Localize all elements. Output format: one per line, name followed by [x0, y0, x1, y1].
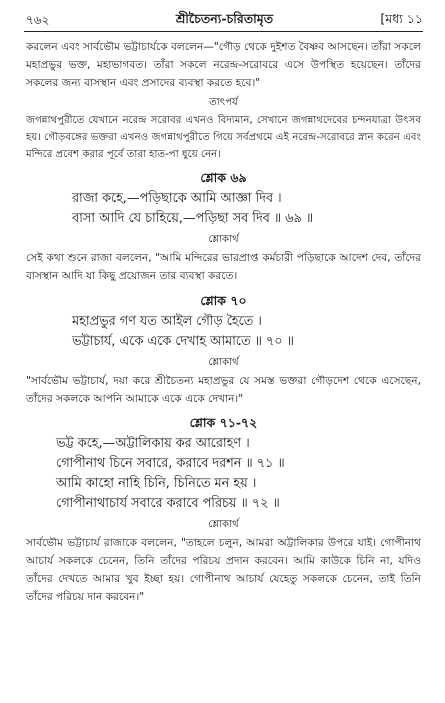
verse-70-translation-heading: শ্লোকার্থ	[208, 356, 239, 368]
verse-69-text	[26, 189, 421, 229]
verse-71-line-2: গোপীনাথ চিনে সবারে, করাবে দরশন ॥ ৭১ ॥	[56, 456, 285, 472]
verse-71-72-translation-heading: শ্লোকার্থ	[208, 519, 239, 531]
verse-71-72-text	[26, 434, 421, 514]
verse-72-line-2: গোপীনাথাচার্য সবারে করাবে পরিচয় ॥ ৭২ ॥	[56, 496, 280, 512]
verse-70-line-2: ভট্টাচার্য, একে একে দেখাহ আমাতে ॥ ৭০ ॥	[72, 333, 294, 349]
verse-70-line-1: মহাপ্রভুর গণ যত আইল গৌড় হৈতে ।	[72, 313, 262, 329]
page-header	[26, 8, 423, 30]
verse-71-72-translation: সার্বভৌম ভট্টাচার্য রাজাকে বললেন, "তাহলে চলুন, আমরা অট্টালিকার উপরে যাই। গোপীনাথ আচার্য সকলকে চেনেন, তিনি তাঁদের পরিচয় প্রদান করবেন। আমি কাউকে চিনি না, যদিও তাঁদের দেখতে আমার খুব ইচ্ছা হয়। গোপীনাথ আচার্য যেহেতু সকলকে চেনেন, তাই তিনি তাঁদের পরিচয় দান করবেন।"	[26, 537, 421, 603]
verse-71-72-heading: শ্লোক ৭১-৭২	[189, 415, 258, 431]
verse-72-line-1: আমি কাহো নাহি চিনি, চিনিতে মন হয় ।	[56, 476, 257, 492]
chapter-label: [মধ্য ১১	[380, 11, 423, 26]
book-title: শ্রীচৈতন্য-চরিতামৃত	[175, 11, 274, 26]
verse-69-line-2: বাসা আদি যে চাহিয়ে,—পড়িছা সব দিব ॥ ৬৯ ॥	[72, 211, 314, 227]
page-number: ৭৬২	[26, 13, 50, 27]
verse-70-text	[26, 312, 421, 352]
purport-text: জগন্নাথপুরীতে যেখানে নরেন্দ্র সরোবর এখনও বিদ্যমান, সেখানে জগন্নাথদেবের চন্দনযাত্রা উৎসব হয়। গৌড়বঙ্গের ভক্তরা এখনও জগন্নাথপুরীতে গিয়ে সর্বপ্রথমে এই নরেন্দ্র-সরোবরে স্নান করেন এবং মন্দিরে প্রবেশ করার পূর্বে তারা হাত-পা ধুয়ে নেন।	[26, 115, 421, 160]
page-body	[26, 39, 421, 607]
verse-69-translation-heading: শ্লোকার্থ	[208, 234, 239, 246]
verse-69-translation: সেই কথা শুনে রাজা বললেন, "আমি মন্দিরের ভারপ্রাপ্ত কর্মচারী পড়িছাকে আদেশ দেব, তাঁদের বাসস্থান আদি যা কিছু প্রয়োজন তার ব্যবস্থা করতে।	[26, 252, 421, 282]
verse-70-translation: "সার্বভৌম ভট্টাচার্য, দয়া করে শ্রীচৈতন্য মহাপ্রভুর যে সমস্ত ভক্তরা গৌড়দেশ থেকে এসেছেন, তাঁদের সকলকে আপনি আমাকে একে একে দেখান।"	[26, 374, 421, 405]
verse-70-heading: শ্লোক ৭০	[200, 292, 247, 308]
purport-heading: তাৎপর্য	[209, 97, 238, 109]
verse-69-line-1: রাজা কহে,—পড়িছাকে আমি আজ্ঞা দিব ।	[72, 191, 282, 207]
intro-paragraph: করলেন এবং সার্বভৌম ভট্টাচার্যকে বললেন—"গৌড় থেকে দুইশত বৈষ্ণব আসছেন। তাঁরা সকলে মহাপ্রভুর ভক্ত, মহাভাগবত। তাঁরা সকলে নরেন্দ্র-সরোবরে এসে উপস্থিত হয়েছেন। তাঁদের সকলের জন্য বাসস্থান এবং প্রসাদের ব্যবস্থা করতে হবে।"	[26, 41, 421, 89]
verse-71-line-1: ভট্ট কহে,—অট্টালিকায় কর আরোহণ ।	[56, 436, 250, 452]
header-rule	[24, 31, 423, 32]
verse-69-heading: শ্লোক ৬৯	[200, 170, 247, 186]
